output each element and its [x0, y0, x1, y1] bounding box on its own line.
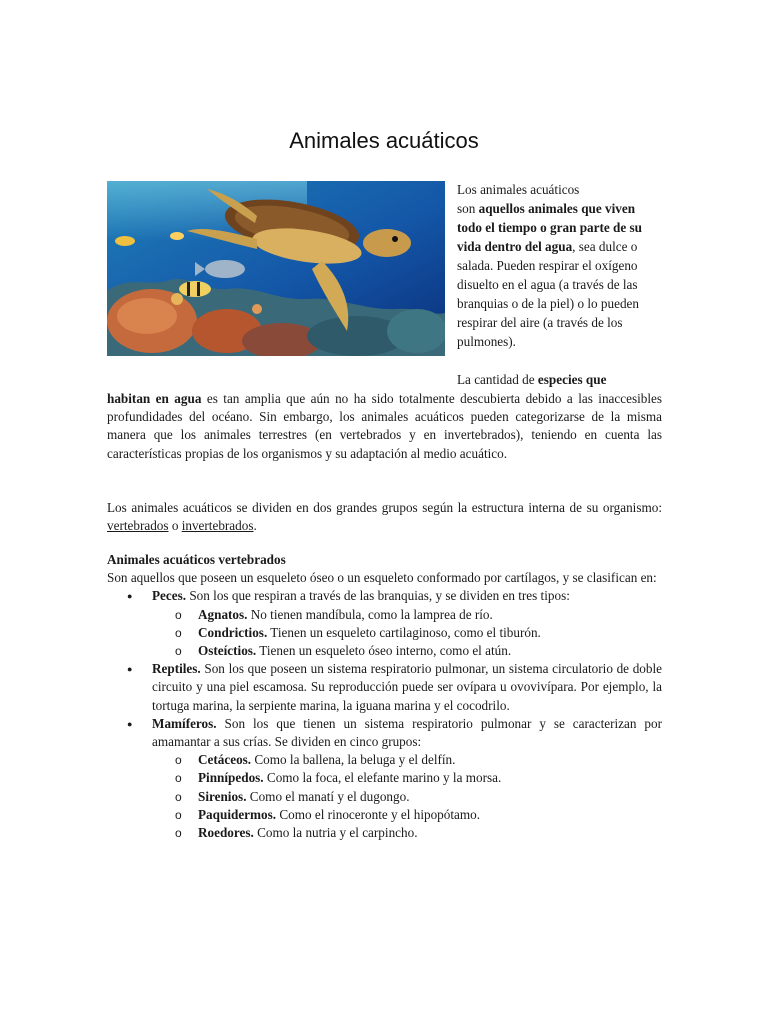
sub-name: Agnatos. — [198, 606, 248, 622]
paragraph-species — [107, 390, 662, 463]
list-item — [107, 660, 662, 715]
section-intro: Son aquellos que poseen un esqueleto óseo o un esqueleto conformado por cartílagos, y se clasifican en: — [107, 570, 657, 586]
sub-name: Cetáceos. — [198, 752, 252, 768]
section-heading: Animales acuáticos vertebrados — [107, 552, 286, 567]
para2-bold-a: especies que — [537, 372, 607, 387]
group-desc: Son los que tienen un sistema respiratorio pulmonar y se caracterizan por amamantar a sus crías. Se dividen en cinco grupos: — [152, 715, 662, 750]
group-name-peces: Peces. — [152, 588, 187, 604]
sub-name: Pinnípedos. — [198, 770, 264, 786]
list-item — [152, 769, 662, 787]
sub-desc: Tienen un esqueleto óseo interno, como el atún. — [256, 643, 512, 659]
paragraph-groups — [107, 499, 662, 535]
para2-bold-b: habitan en agua — [107, 391, 202, 406]
sub-name: Sirenios. — [198, 788, 247, 804]
para2-rest: es tan amplia que aún no ha sido totalmente descubierta debido a las inaccesibles profundidades del océano. Sin embargo, los animales acuáticos pueden categorizarse de la misma manera que los animales terrestres (en vertebrados y en invertebrados), teniendo en cuenta las características propias de los organismos y su adaptación al medio acuático. — [107, 391, 662, 461]
group-name-mamiferos: Mamíferos. — [152, 715, 217, 731]
list-item — [152, 751, 662, 769]
intro-rest: , sea dulce o salada. Pueden respirar el oxígeno disuelto en el agua (a través de las branquias o de la piel) o lo pueden respirar del aire (a través de los pulmones). — [457, 239, 640, 349]
document-title: Animales acuáticos — [289, 128, 479, 153]
list-item — [152, 806, 662, 824]
sub-desc: Tienen un esqueleto cartilaginoso, como el tiburón. — [267, 624, 541, 640]
list-item — [152, 788, 662, 806]
link-vertebrados[interactable]: vertebrados — [107, 518, 169, 534]
list-item — [152, 824, 662, 842]
link-invertebrados[interactable]: invertebrados — [181, 518, 254, 534]
sub-desc: Como la ballena, la beluga y el delfín. — [251, 752, 456, 768]
sub-name: Condrictios. — [198, 624, 268, 640]
group-desc: Son los que respiran a través de las branquias, y se dividen en tres tipos: — [186, 588, 570, 604]
list-item — [107, 715, 662, 842]
para2-pre: La cantidad de — [457, 372, 538, 387]
list-item — [107, 587, 662, 660]
list-item — [152, 624, 662, 642]
list-item — [152, 606, 662, 624]
para3-end: . — [253, 518, 257, 534]
sub-desc: Como el rinoceronte y el hipopótamo. — [276, 806, 481, 822]
intro-bold-definition: aquellos animales que viven todo el tiempo o gran parte de su vida dentro del agua — [457, 201, 642, 254]
sub-desc: No tienen mandíbula, como la lamprea de río. — [247, 606, 493, 622]
sub-name: Roedores. — [198, 825, 254, 841]
para3-mid: o — [168, 518, 182, 534]
intro-line-1: Los animales acuáticos — [457, 182, 580, 197]
para3-pre: Los animales acuáticos se dividen en dos grandes grupos según la estructura interna de su organismo: — [107, 500, 662, 515]
sub-desc: Como el manatí y el dugongo. — [246, 788, 410, 804]
sub-desc: Como la nutria y el carpincho. — [253, 825, 418, 841]
group-name-reptiles: Reptiles. — [152, 661, 201, 677]
sea-turtle-photo — [107, 181, 445, 356]
intro-son: son — [457, 201, 479, 216]
list-item — [152, 642, 662, 660]
intro-paragraph — [457, 180, 662, 389]
sub-name: Paquidermos. — [198, 806, 277, 822]
sub-name: Osteíctios. — [198, 643, 257, 659]
section-vertebrados — [107, 551, 662, 842]
sublist — [152, 606, 662, 661]
sublist — [152, 751, 662, 842]
sub-desc: Como la foca, el elefante marino y la morsa. — [263, 770, 502, 786]
group-desc: Son los que poseen un sistema respiratorio pulmonar, un sistema circulatorio de doble circuito y una piel escamosa. Su reproducción puede ser ovípara u ovovivípara. Por ejemplo, la tortuga marina, la serpiente marina, la iguana marina y el cocodrilo. — [152, 661, 662, 713]
group-list — [107, 587, 662, 842]
